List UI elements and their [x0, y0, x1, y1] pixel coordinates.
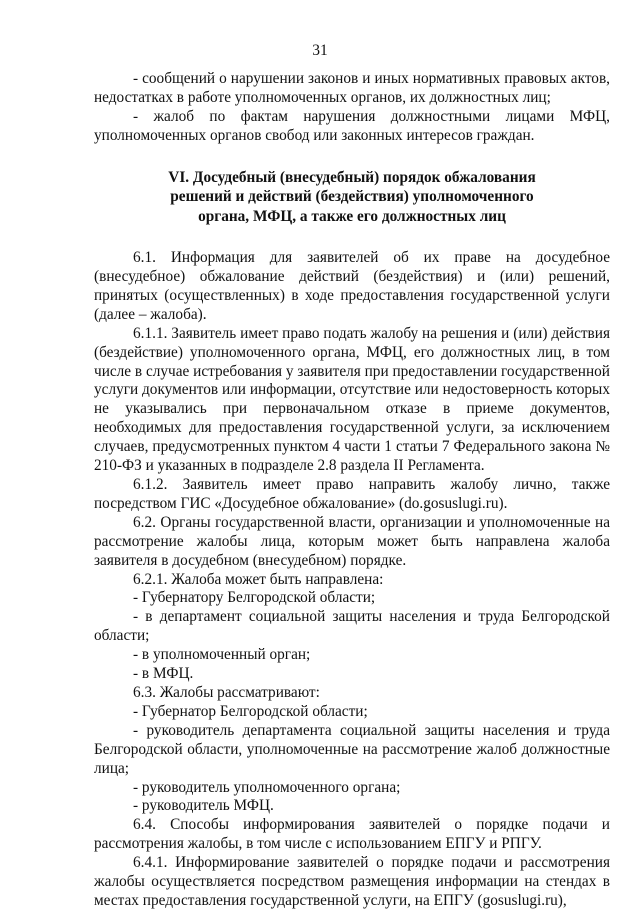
paragraph-6-1-2: 6.1.2. Заявитель имеет право направить жалобу лично, также посредством ГИС «Досудебное обжалование» (do.gosuslugi.ru).	[94, 476, 610, 512]
paragraph-6-1-1: 6.1.1. Заявитель имеет право подать жалобу на решения и (или) действия (бездействие) уполномоченного органа, МФЦ, его должностных лиц, в том числе в случае истребования у заявителя при предоставлении государственной услуги документов или информации, отсутствие или недостоверность которых не указывались при первоначальном отказе в приеме документов, необходимых для предоставления государственной услуги, за исключением случаев, предусмотренных пунктом 4 части 1 статьи 7 Федерального закона № 210-ФЗ и указанных в подразделе 2.8 раздела II Регламента.	[94, 324, 610, 475]
paragraph-6-2-1: 6.2.1. Жалоба может быть направлена:	[133, 570, 384, 588]
section-heading-line: VI. Досудебный (внесудебный) порядок обжалования	[168, 168, 536, 186]
list-item: - Губернатор Белгородской области;	[133, 702, 368, 720]
section-heading-line: решений и действий (бездействия) уполномоченного	[170, 188, 534, 206]
list-item: - в МФЦ.	[133, 665, 194, 683]
paragraph-6-3: 6.3. Жалобы рассматривают:	[133, 683, 320, 701]
section-heading	[94, 168, 610, 227]
paragraph-6-1: 6.1. Информация для заявителей об их праве на досудебное (внесудебное) обжалование действий (бездействия) и (или) решений, принятых (осуществленных) в ходе предоставления государственной услуги (далее – жалоба).	[94, 249, 610, 323]
intro-item: - сообщений о нарушении законов и иных нормативных правовых актов, недостатках в работе уполномоченных органов, их должностных лиц;	[94, 70, 610, 106]
intro-item: - жалоб по фактам нарушения должностными лицами МФЦ, уполномоченных органов свобод или законных интересов граждан.	[94, 107, 610, 144]
section-heading-line: органа, МФЦ, а также его должностных лиц	[198, 207, 506, 225]
list-item: - Губернатору Белгородской области;	[133, 589, 376, 607]
list-item: - в уполномоченный орган;	[133, 646, 311, 664]
list-item: - в департамент социальной защиты населения и труда Белгородской области;	[94, 608, 610, 645]
list-item: - руководитель департамента социальной защиты населения и труда Белгородской области, уполномоченные на рассмотрение жалоб должностные лица;	[94, 721, 610, 777]
list-item: - руководитель уполномоченного органа;	[133, 778, 401, 796]
document-body	[94, 70, 610, 911]
paragraph-6-4: 6.4. Способы информирования заявителей о порядке подачи и рассмотрения жалобы, в том числе с использованием ЕПГУ и РПГУ.	[94, 816, 610, 853]
paragraph-6-2: 6.2. Органы государственной власти, организации и уполномоченные на рассмотрение жалобы лица, которым может быть направлена жалоба заявителя в досудебном (внесудебном) порядке.	[94, 513, 610, 569]
paragraph-6-4-1: 6.4.1. Информирование заявителей о порядке подачи и рассмотрения жалобы осуществляется посредством размещения информации на стендах в местах предоставления государственной услуги, на ЕПГУ (gosuslugi.ru),	[94, 854, 610, 909]
page-number: 31	[312, 42, 328, 59]
list-item: - руководитель МФЦ.	[133, 797, 274, 815]
